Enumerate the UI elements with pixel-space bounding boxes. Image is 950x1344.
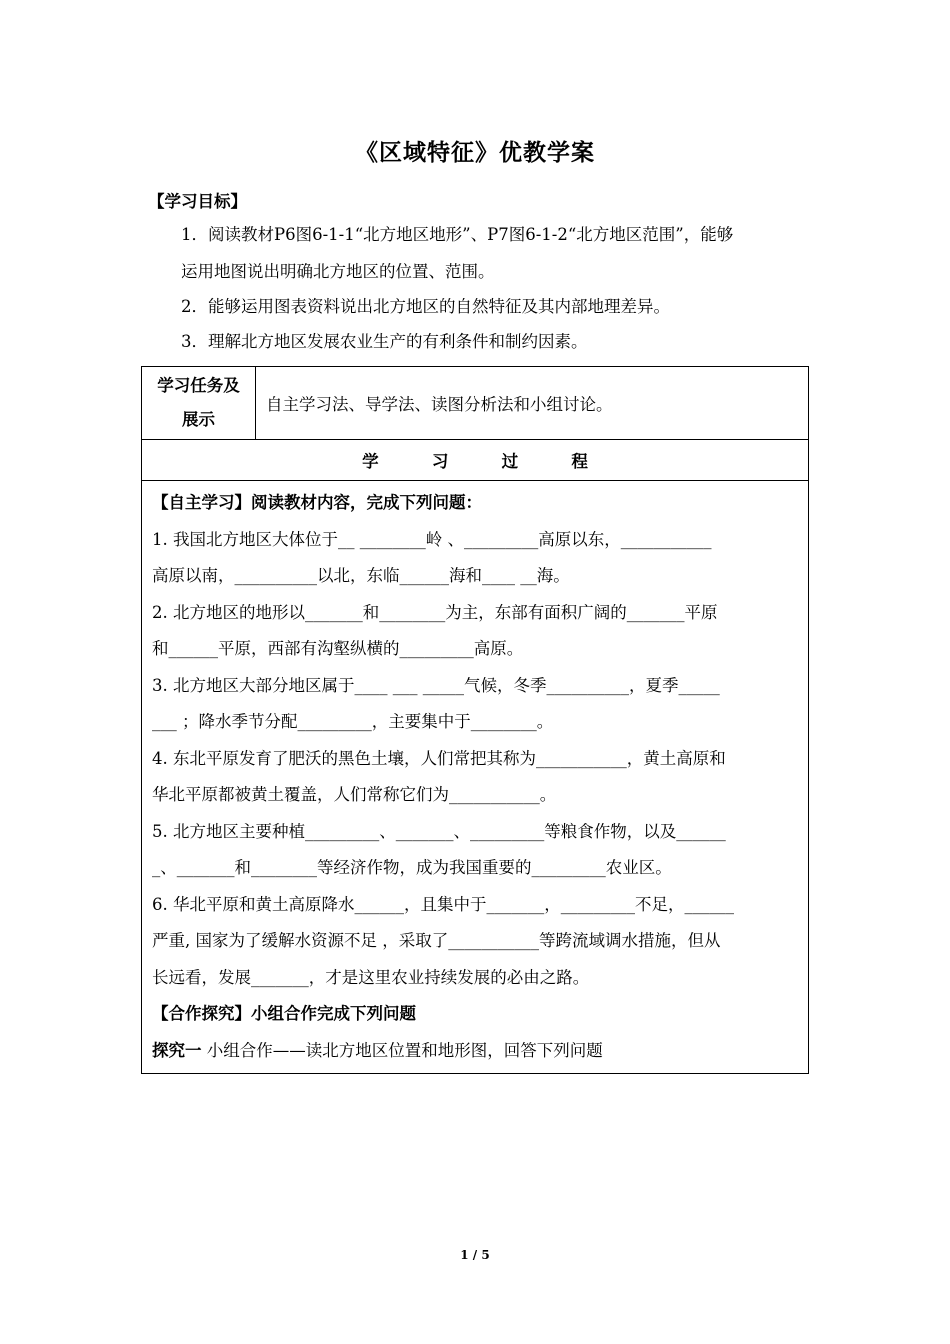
task-row (142, 367, 809, 440)
question-line: 严重, 国家为了缓解水资源不足 ，采取了___________等跨流域调水措施，但从 (152, 931, 721, 950)
explore-label: 探究一 (152, 1040, 202, 1060)
document-title: 《区域特征》优教学案 (355, 139, 595, 166)
question-line: 2. 北方地区的地形以_______和________为主，东部有面积广阔的_______平原 (152, 602, 718, 622)
process-char-1: 学 (362, 452, 379, 471)
explore-line (152, 1033, 800, 1070)
process-char-2: 习 (431, 452, 449, 471)
body-row (142, 481, 809, 1074)
objectives-heading: 【学习目标】 (148, 192, 247, 211)
process-char-4: 程 (571, 452, 588, 471)
task-label-cell (142, 367, 256, 440)
objective-1-cont (148, 253, 808, 291)
question-line: ___ ；降水季节分配_________，主要集中于________。 (152, 712, 554, 731)
question-line: _、_______和________等经济作物，成为我国重要的_________农业区。 (152, 858, 672, 877)
task-value-cell: 自主学习法、导学法、读图分析法和小组讨论。 (256, 367, 809, 440)
objective-3-line: 3．理解北方地区发展农业生产的有利条件和制约因素。 (181, 332, 588, 351)
question-line: 华北平原都被黄土覆盖，人们常称它们为___________。 (152, 785, 557, 804)
objective-1-line-2: 运用地图说出明确北方地区的位置、范围。 (181, 262, 495, 281)
self-study-heading: 【自主学习】阅读教材内容，完成下列问题： (152, 493, 482, 512)
question-line: 长远看，发展_______，才是这里农业持续发展的必由之路。 (152, 967, 590, 987)
question-line: 和______平原，西部有沟壑纵横的_________高原。 (152, 639, 524, 658)
process-row (142, 440, 809, 481)
task-label-line-1: 学习任务及 (157, 376, 240, 395)
question-line: 5. 北方地区主要种植_________、_______、_________等粮食作物，以及______ (152, 821, 726, 841)
explore-text: 小组合作——读北方地区位置和地形图，回答下列问题 (201, 1040, 603, 1060)
objective-2 (148, 288, 808, 326)
objective-1-line-1: 1．阅读教材P6图6-1-1“北方地区地形”、P7图6-1-2“北方地区范围”，能够 (181, 225, 734, 244)
question-line: 3. 北方地区大部分地区属于____ ___ _____气候，冬季__________，夏季_____ (152, 675, 720, 695)
question-line: 1. 我国北方地区大体位于__ ________岭 、_________高原以东，___________ (152, 529, 712, 549)
coop-heading: 【合作探究】小组合作完成下列问题 (152, 1004, 416, 1023)
task-label-line-2: 展示 (182, 410, 215, 429)
page-number: 1 / 5 (460, 1248, 490, 1262)
body-cell (142, 481, 809, 1074)
objective-1 (148, 216, 808, 254)
study-table (141, 366, 809, 1074)
question-line: 4. 东北平原发育了肥沃的黑色土壤，人们常把其称为___________，黄土高原和 (152, 748, 726, 768)
process-heading (142, 440, 809, 481)
process-char-3: 过 (501, 452, 519, 471)
question-line: 6. 华北平原和黄土高原降水______，且集中于_______，_________不足，______ (152, 894, 734, 914)
objective-3 (148, 323, 808, 361)
objective-2-line: 2．能够运用图表资料说出北方地区的自然特征及其内部地理差异。 (181, 297, 670, 316)
question-line: 高原以南，__________以北，东临______海和____ __海。 (152, 566, 570, 585)
